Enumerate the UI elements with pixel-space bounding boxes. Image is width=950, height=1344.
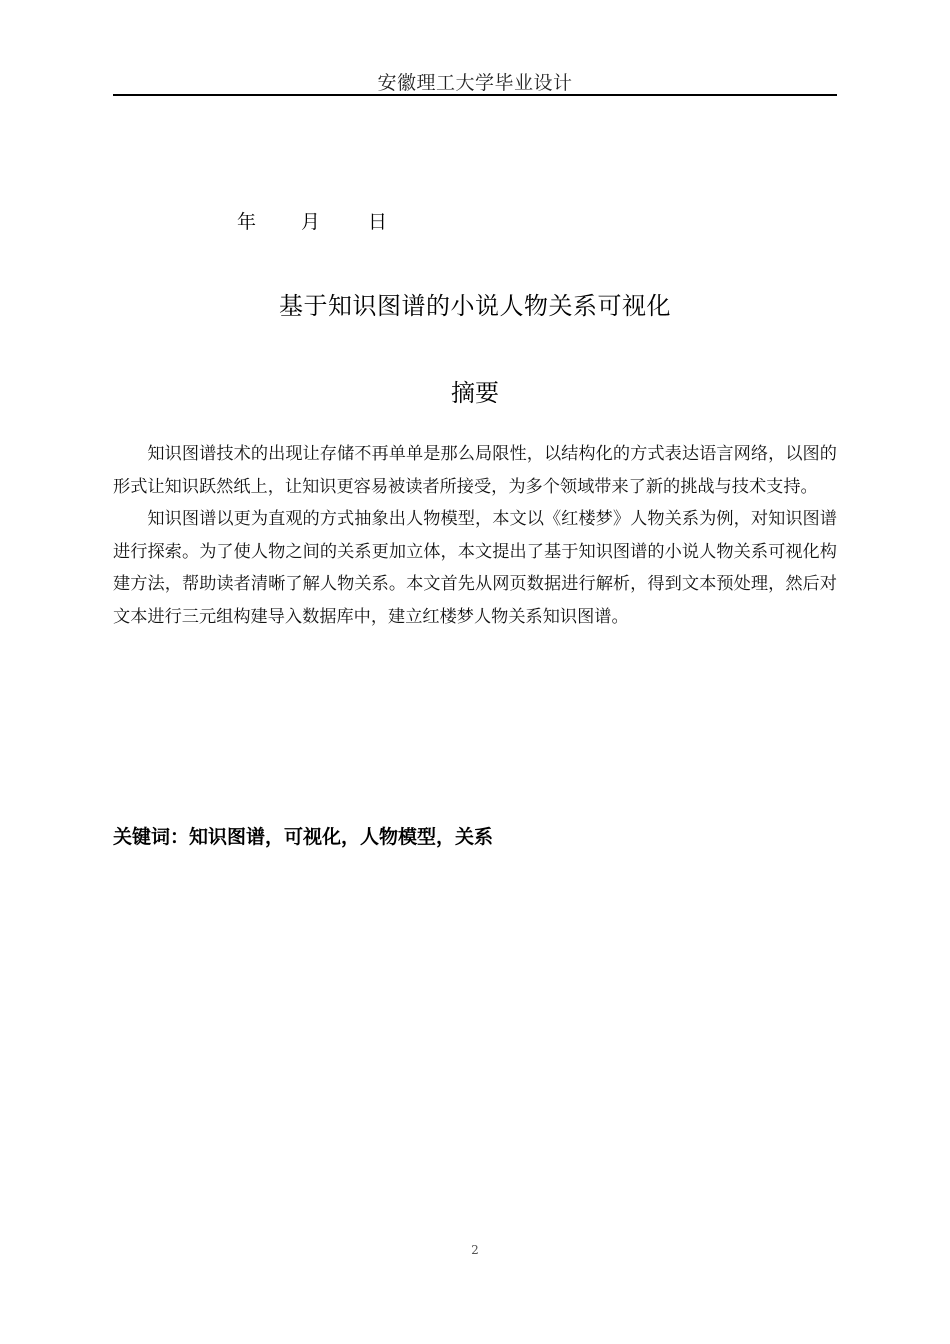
header-divider (113, 94, 837, 96)
abstract-paragraph: 知识图谱以更为直观的方式抽象出人物模型，本文以《红楼梦》人物关系为例，对知识图谱进行探索。为了使人物之间的关系更加立体，本文提出了基于知识图谱的小说人物关系可视化构建方法，帮助读者清晰了解人物关系。本文首先从网页数据进行解析，得到文本预处理，然后对文本进行三元组构建导入数据库中，建立红楼梦人物关系知识图谱。 (113, 509, 837, 627)
running-header: 安徽理工大学毕业设计 (377, 72, 573, 94)
keywords-line: 关键词：知识图谱，可视化，人物模型，关系 (113, 826, 494, 848)
date-day-label: 日 (368, 211, 388, 233)
abstract-heading: 摘要 (451, 379, 499, 407)
document-title: 基于知识图谱的小说人物关系可视化 (279, 292, 671, 320)
abstract-paragraph: 知识图谱技术的出现让存储不再单单是那么局限性，以结构化的方式表达语言网络，以图的形式让知识跃然纸上，让知识更容易被读者所接受，为多个领域带来了新的挑战与技术支持。 (113, 444, 837, 497)
abstract-body (113, 438, 837, 633)
date-year-label: 年 (237, 211, 257, 233)
date-month-label: 月 (301, 211, 321, 233)
page-number: 2 (471, 1243, 479, 1257)
